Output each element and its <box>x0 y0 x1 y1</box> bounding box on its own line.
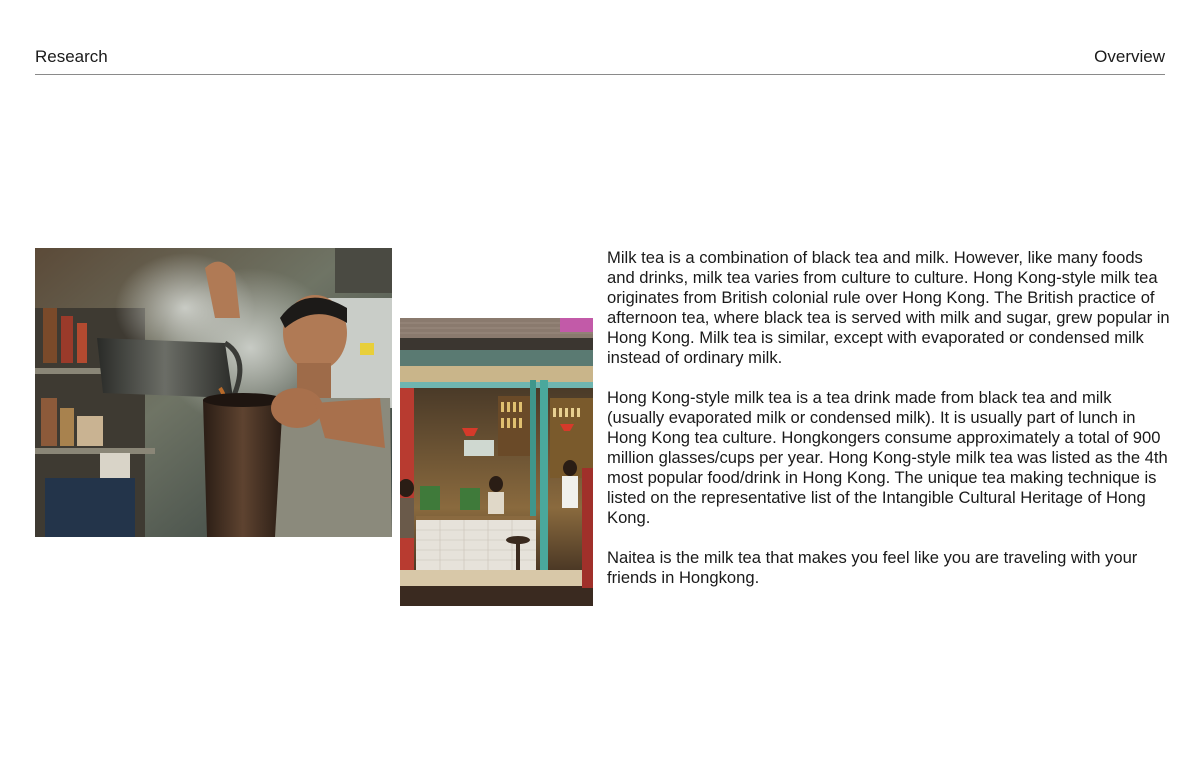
page-header <box>35 46 1165 75</box>
tea-pouring-photo <box>35 248 392 537</box>
paragraph-details: Hong Kong-style milk tea is a tea drink made from black tea and milk (usually evaporated milk or condensed milk). It is usually part of lunch in Hong Kong tea culture. Hongkongers consume approximately a total of 900 million glasses/cups per year. Hong Kong-style milk tea was listed as the 4th most popular food/drink in Hong Kong. The unique tea making technique is listed on the representative list of the Intangible Cultural Heritage of Hong Kong. <box>607 388 1168 527</box>
paragraph-intro: Milk tea is a combination of black tea and milk. However, like many foods and drinks, milk tea varies from culture to culture. Hong Kong-style milk tea originates from British colonial rule over Hong Kong. The British practice of afternoon tea, where black tea is served with milk and sugar, grew popular in Hong Kong. Milk tea is similar, except with evaporated or condensed milk instead of ordinary milk. <box>607 248 1170 367</box>
section-label: Research <box>35 47 108 66</box>
cha-chaan-teng-cafe-photo <box>400 318 593 606</box>
paragraph-naitea: Naitea is the milk tea that makes you feel like you are traveling with your friends in Hongkong. <box>607 548 1138 587</box>
body-text <box>607 248 1170 588</box>
subsection-label: Overview <box>1094 47 1165 66</box>
